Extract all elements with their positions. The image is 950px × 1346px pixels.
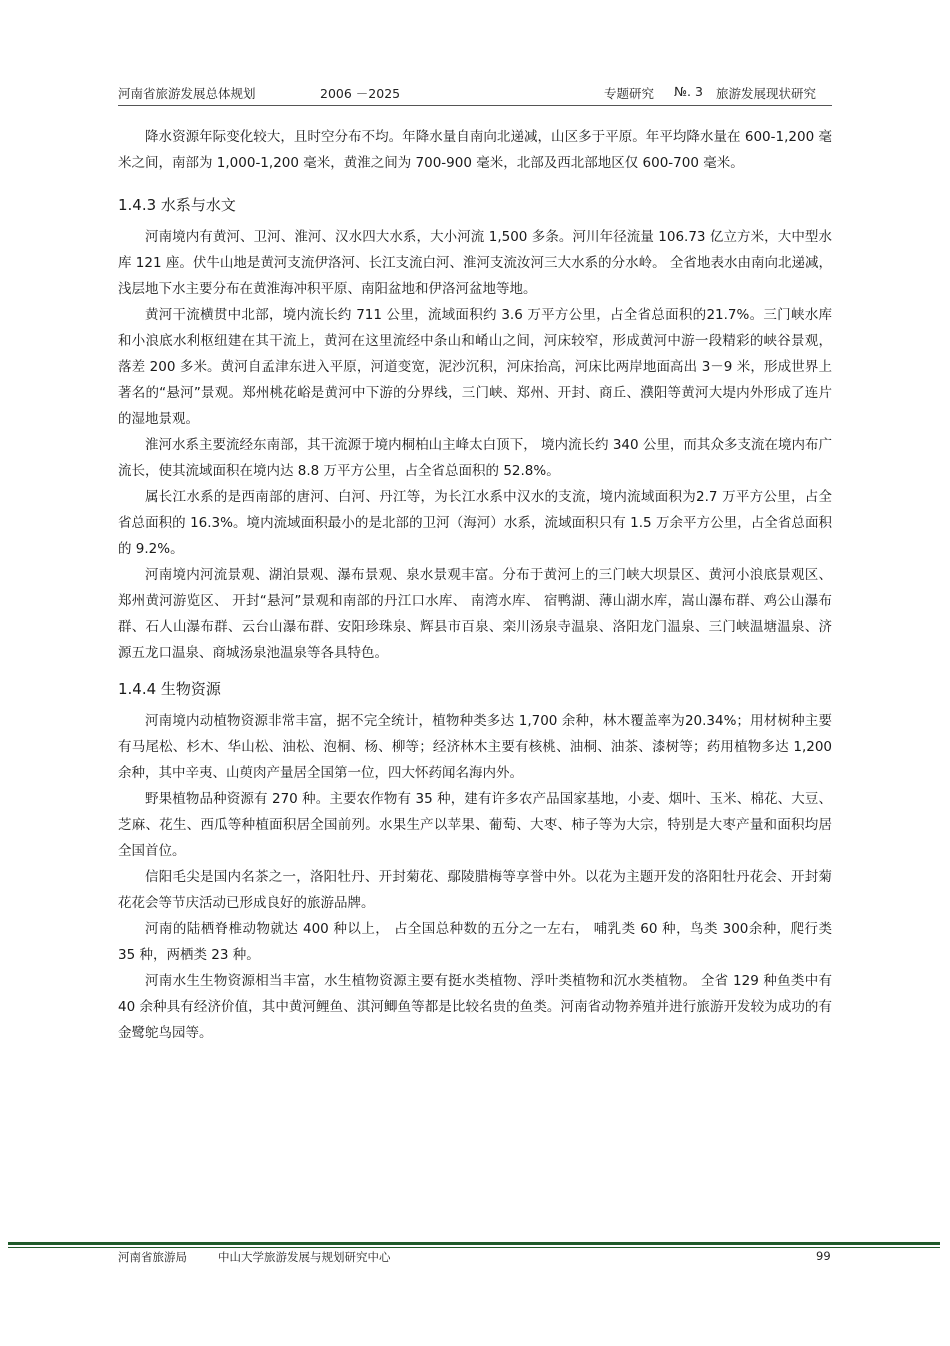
header-years: 2006 －2025	[320, 86, 401, 101]
paragraph: 河南境内动植物资源非常丰富，据不完全统计，植物种类多达 1,700 余种，林木覆盖率为20.34%；用材树种主要有马尾松、杉木、华山松、油松、泡桐、杨、柳等；经济林木主要有核桃、油桐、油茶、漆树等；药用植物多达 1,200 余种，其中辛夷、山萸肉产量居全国第一位，四大怀药闻名海内外。	[118, 713, 832, 781]
intro-paragraph: 降水资源年际变化较大，且时空分布不均。年降水量自南向北递减，山区多于平原。年平均降水量在 600-1,200 毫米之间，南部为 1,000-1,200 毫米，黄淮之间为 700-900 毫米，北部及西北部地区仅 600-700 毫米。	[118, 129, 832, 171]
footer-org-research-center: 中山大学旅游发展与规划研究中心	[218, 1250, 391, 1264]
page-number: 99	[816, 1249, 831, 1263]
paragraph: 淮河水系主要流经东南部，其干流源于境内桐柏山主峰太白顶下， 境内流长约 340 公里，而其众多支流在境内布广流长，使其流域面积在境内达 8.8 万平方公里，占全省总面积的 52.8%。	[118, 437, 832, 479]
paragraph: 河南境内有黄河、卫河、淮河、汉水四大水系，大小河流 1,500 多条。河川年径流量 106.73 亿立方米，大中型水库 121 座。伏牛山地是黄河支流伊洛河、长江支流白河、淮河支流汝河三大水系的分水岭。 全省地表水由南向北递减，浅层地下水主要分布在黄淮海冲积平原、南阳盆地和伊洛河盆地等地。	[118, 229, 832, 297]
footer-rule-thick	[8, 1242, 940, 1245]
header-number: №. 3	[674, 84, 703, 99]
footer-rule-thin	[8, 1247, 940, 1248]
page-body	[118, 124, 832, 1046]
paragraph: 河南的陆栖脊椎动物就达 400 种以上， 占全国总种数的五分之一左右， 哺乳类 60 种，鸟类 300余种，爬行类 35 种，两栖类 23 种。	[118, 921, 832, 963]
paragraph: 信阳毛尖是国内名茶之一，洛阳牡丹、开封菊花、鄢陵腊梅等享誉中外。以花为主题开发的洛阳牡丹花会、开封菊花花会等节庆活动已形成良好的旅游品牌。	[118, 869, 832, 911]
footer-org-tourism-bureau: 河南省旅游局	[118, 1250, 187, 1264]
header-rule	[118, 105, 832, 106]
section-heading-1-4-4: 1.4.4 生物资源	[118, 680, 221, 698]
header-subject: 旅游发展现状研究	[716, 86, 817, 101]
paragraph: 野果植物品种资源有 270 种。主要农作物有 35 种，建有许多农产品国家基地，小麦、烟叶、玉米、棉花、大豆、芝麻、花生、西瓜等种植面积居全国前列。水果生产以苹果、葡萄、大枣、柿子等为大宗，特别是大枣产量和面积均居全国首位。	[118, 791, 832, 859]
paragraph: 黄河干流横贯中北部，境内流长约 711 公里，流域面积约 3.6 万平方公里，占全省总面积的21.7%。三门峡水库和小浪底水利枢纽建在其干流上，黄河在这里流经中条山和崤山之间，河床较窄，形成黄河中游一段精彩的峡谷景观，落差 200 多米。黄河自孟津东进入平原，河道变宽，泥沙沉积，河床抬高，河床比两岸地面高出 3－9 米，形成世界上著名的“悬河”景观。郑州桃花峪是黄河中下游的分界线，三门峡、郑州、开封、商丘、濮阳等黄河大堤内外形成了连片的湿地景观。	[118, 307, 832, 427]
paragraph: 属长江水系的是西南部的唐河、白河、丹江等，为长江水系中汉水的支流，境内流域面积为2.7 万平方公里，占全省总面积的 16.3%。境内流域面积最小的是北部的卫河（海河）水系，流域面积只有 1.5 万余平方公里，占全省总面积的 9.2%。	[118, 489, 832, 557]
paragraph: 河南水生生物资源相当丰富，水生植物资源主要有挺水类植物、浮叶类植物和沉水类植物。 全省 129 种鱼类中有 40 余种具有经济价值，其中黄河鲤鱼、淇河鲫鱼等都是比较名贵的鱼类。河南省动物养殖并进行旅游开发较为成功的有金鹭鸵鸟园等。	[118, 973, 832, 1041]
header-section: 专题研究	[604, 86, 655, 101]
section-heading-1-4-3: 1.4.3 水系与水文	[118, 196, 236, 214]
paragraph: 河南境内河流景观、湖泊景观、瀑布景观、泉水景观丰富。分布于黄河上的三门峡大坝景区、黄河小浪底景观区、 郑州黄河游览区、 开封“悬河”景观和南部的丹江口水库、 南湾水库、 宿鸭湖、薄山湖水库，嵩山瀑布群、鸡公山瀑布群、石人山瀑布群、云台山瀑布群、安阳珍珠泉、辉县市百泉、栾川汤泉寺温泉、洛阳龙门温泉、三门峡温塘温泉、济源五龙口温泉、商城汤泉池温泉等各具特色。	[118, 567, 832, 661]
header-doc-title: 河南省旅游发展总体规划	[118, 86, 256, 101]
